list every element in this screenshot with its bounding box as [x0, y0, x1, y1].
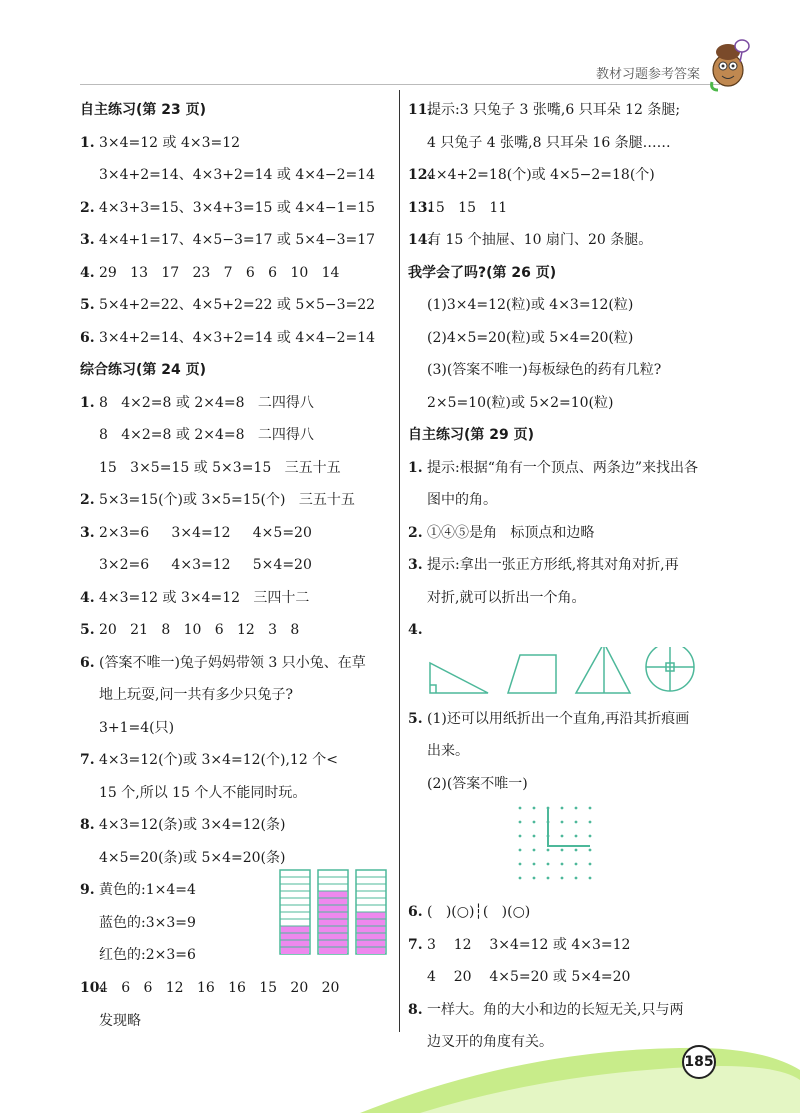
answer-text: 5×3=15(个)或 3×5=15(个) 三五十五	[99, 492, 355, 508]
answer-line	[408, 484, 728, 517]
answer-line	[80, 289, 395, 322]
header-rule	[80, 84, 720, 85]
answer-text: 发现略	[99, 1012, 141, 1029]
answer-text: 3×4+2=14、4×3+2=14 或 4×4−2=14	[99, 167, 376, 183]
answer-line	[80, 777, 395, 810]
answer-text: 20 21 8 10 6 12 3 8	[99, 622, 300, 638]
item-number: 14.	[408, 232, 433, 248]
answer-text: 红色的:2×3=6	[99, 947, 196, 963]
header-title: 教材习题参考答案	[596, 67, 701, 82]
answer-text: 出来。	[427, 743, 469, 759]
item-number: 6.	[80, 329, 95, 346]
item-number: 4.	[408, 622, 423, 638]
item-number: 4.	[80, 264, 95, 281]
item-number: 1.	[408, 459, 423, 476]
answer-text: 3+1=4(只)	[99, 719, 175, 736]
answer-text: 3×4=12 或 4×3=12	[99, 134, 241, 151]
item-number: 2.	[80, 199, 95, 216]
answer-line	[80, 972, 395, 1005]
answer-text: 4×4+2=18(个)或 4×5−2=18(个)	[427, 167, 655, 183]
answer-text: 4×3+3=15、3×4+3=15 或 4×4−1=15	[99, 199, 376, 216]
right-triangle-shape	[430, 663, 488, 693]
answer-text: 4 6 6 12 16 16 15 20 20	[99, 980, 340, 996]
right-angle-drawing	[548, 808, 590, 846]
answer-list	[408, 289, 728, 419]
section-title: 自主练习(第 29 页)	[408, 427, 535, 443]
answer-list	[80, 387, 395, 875]
column-divider	[399, 90, 400, 1032]
tube-fill	[319, 891, 347, 954]
dot-grid-figure	[408, 800, 728, 896]
answer-line	[80, 679, 395, 712]
answer-text: 有 15 个抽屉、10 扇门、20 条腿。	[427, 232, 653, 248]
answer-text: 4×4+1=17、4×5−3=17 或 5×4−3=17	[99, 232, 376, 248]
item-number: 2.	[80, 492, 95, 508]
answer-text: 15 15 11	[427, 199, 508, 216]
page-number: 185	[682, 1045, 716, 1079]
item-number: 11.	[408, 102, 433, 118]
answer-text: 图中的角。	[427, 492, 497, 508]
item-number: 10.	[80, 980, 105, 996]
answer-line	[80, 712, 395, 745]
section-title: 我学会了吗?(第 26 页)	[408, 264, 557, 281]
answer-text: 8 4×2=8 或 2×4=8 二四得八	[99, 394, 314, 411]
answer-text: (1)3×4=12(粒)或 4×3=12(粒)	[427, 297, 634, 313]
item-number: 1.	[80, 394, 95, 411]
item-number: 9.	[80, 882, 95, 898]
item-number: 3.	[408, 557, 423, 573]
item-number: 8.	[408, 1001, 423, 1018]
answer-line	[408, 614, 728, 647]
item-number: 7.	[408, 936, 423, 953]
answer-line	[80, 647, 395, 680]
answer-text: 4×5=20(条)或 5×4=20(条)	[99, 849, 286, 866]
answer-line	[408, 127, 728, 160]
item-number: 1.	[80, 134, 95, 151]
answer-line	[408, 896, 728, 929]
item-number: 3.	[80, 524, 95, 541]
mascot-icon	[706, 36, 756, 92]
answer-line	[80, 614, 395, 647]
answer-line	[408, 159, 728, 192]
answer-line	[408, 549, 728, 582]
item-number: 12.	[408, 167, 433, 183]
section-title: 自主练习(第 23 页)	[80, 102, 207, 118]
answer-text: 4×3=12(条)或 3×4=12(条)	[99, 817, 286, 833]
answer-text: 4×3=12(个)或 3×4=12(个),12 个<	[99, 752, 338, 768]
answer-text: 边叉开的角度有关。	[427, 1034, 553, 1050]
answer-text: 3×2=6 4×3=12 5×4=20	[99, 557, 312, 573]
item-number: 3.	[80, 232, 95, 248]
answer-text: 15 3×5=15 或 5×3=15 三五十五	[99, 459, 341, 476]
answer-line	[80, 257, 395, 290]
answer-text: 5×4+2=22、4×5+2=22 或 5×5−3=22	[99, 297, 376, 313]
answer-line	[80, 419, 395, 452]
footer-grass-decoration	[0, 1010, 800, 1113]
answer-line	[80, 484, 395, 517]
answer-text: 4 只兔子 4 张嘴,8 只耳朵 16 条腿……	[427, 134, 671, 151]
answer-line	[408, 224, 728, 257]
answer-text: 2×5=10(粒)或 5×2=10(粒)	[427, 394, 614, 411]
answer-text: 蓝色的:3×3=9	[99, 914, 196, 931]
answer-line	[408, 961, 728, 994]
answer-line	[408, 322, 728, 355]
answer-line	[80, 387, 395, 420]
answer-line	[408, 289, 728, 322]
section-title: 综合练习(第 24 页)	[80, 362, 207, 378]
answer-line	[408, 94, 728, 127]
item-number: 8.	[80, 817, 95, 833]
answer-line	[408, 703, 728, 736]
answer-text: 15 个,所以 15 个人不能同时玩。	[99, 784, 307, 801]
item-number: 13.	[408, 199, 433, 216]
answer-text: 地上玩耍,问一共有多少只兔子?	[99, 687, 293, 703]
answer-text: 3 12 3×4=12 或 4×3=12	[427, 936, 631, 953]
answer-list	[408, 452, 728, 647]
answer-line	[408, 517, 728, 550]
answer-line	[80, 192, 395, 225]
answer-list	[408, 703, 728, 801]
answer-line	[80, 159, 395, 192]
problem-9	[80, 874, 395, 972]
answer-line	[80, 582, 395, 615]
answer-text: 提示:3 只兔子 3 张嘴,6 只耳朵 12 条腿;	[427, 102, 681, 118]
left-column	[80, 94, 395, 1037]
color-tubes-figure	[276, 866, 394, 958]
answer-text: (2)(答案不唯一)	[427, 775, 528, 792]
item-number: 5.	[408, 710, 423, 727]
right-angle-mark	[430, 685, 436, 693]
answer-line	[408, 929, 728, 962]
answer-line	[80, 549, 395, 582]
answer-text: (3)(答案不唯一)每板绿色的药有几粒?	[427, 362, 662, 378]
answer-line	[408, 768, 728, 801]
answer-line	[80, 517, 395, 550]
answer-line	[80, 224, 395, 257]
answer-list	[80, 127, 395, 355]
answer-line	[408, 582, 728, 615]
answer-line	[408, 354, 728, 387]
triangle-shape	[576, 647, 630, 693]
right-column	[408, 94, 728, 1059]
answer-text: 8 4×2=8 或 2×4=8 二四得八	[99, 427, 314, 443]
answer-text: (1)还可以用纸折出一个直角,再沿其折痕画	[427, 710, 690, 727]
answer-text: 对折,就可以折出一个角。	[427, 589, 586, 606]
answer-text: 3×4+2=14、4×3+2=14 或 4×4−2=14	[99, 329, 376, 346]
answer-text: ①④⑤是角 标顶点和边略	[427, 524, 595, 541]
item-number: 7.	[80, 752, 95, 768]
answer-text: (2)4×5=20(粒)或 5×4=20(粒)	[427, 329, 634, 346]
answer-line	[80, 809, 395, 842]
trapezoid-shape	[508, 655, 556, 693]
answer-line	[80, 127, 395, 160]
item-number: 5.	[80, 622, 95, 638]
answer-line	[408, 452, 728, 485]
answer-text: 提示:拿出一张正方形纸,将其对角对折,再	[427, 557, 679, 573]
answer-line	[408, 735, 728, 768]
answer-text: ( )(○)┆( )(○)	[427, 904, 531, 920]
answer-text: 黄色的:1×4=4	[99, 882, 196, 898]
answer-line	[80, 322, 395, 355]
answer-list	[408, 94, 728, 257]
answer-text: (答案不唯一)兔子妈妈带领 3 只小兔、在草	[99, 654, 366, 671]
answer-line	[80, 744, 395, 777]
answer-text: 一样大。角的大小和边的长短无关,只与两	[427, 1001, 684, 1018]
item-number: 2.	[408, 524, 423, 541]
answer-line	[80, 452, 395, 485]
item-number: 6.	[80, 654, 95, 671]
answer-text: 4×3=12 或 3×4=12 三四十二	[99, 589, 310, 606]
item-number: 6.	[408, 904, 423, 920]
item-number: 4.	[80, 589, 95, 606]
answer-text: 29 13 17 23 7 6 6 10 14	[99, 264, 340, 281]
answer-line	[408, 387, 728, 420]
answer-text: 2×3=6 3×4=12 4×5=20	[99, 524, 312, 541]
answer-line	[408, 192, 728, 225]
angle-shapes-figure	[408, 647, 728, 703]
answer-text: 提示:根据“角有一个顶点、两条边”来找出各	[427, 459, 699, 476]
answer-text: 4 20 4×5=20 或 5×4=20	[427, 969, 631, 985]
item-number: 5.	[80, 297, 95, 313]
